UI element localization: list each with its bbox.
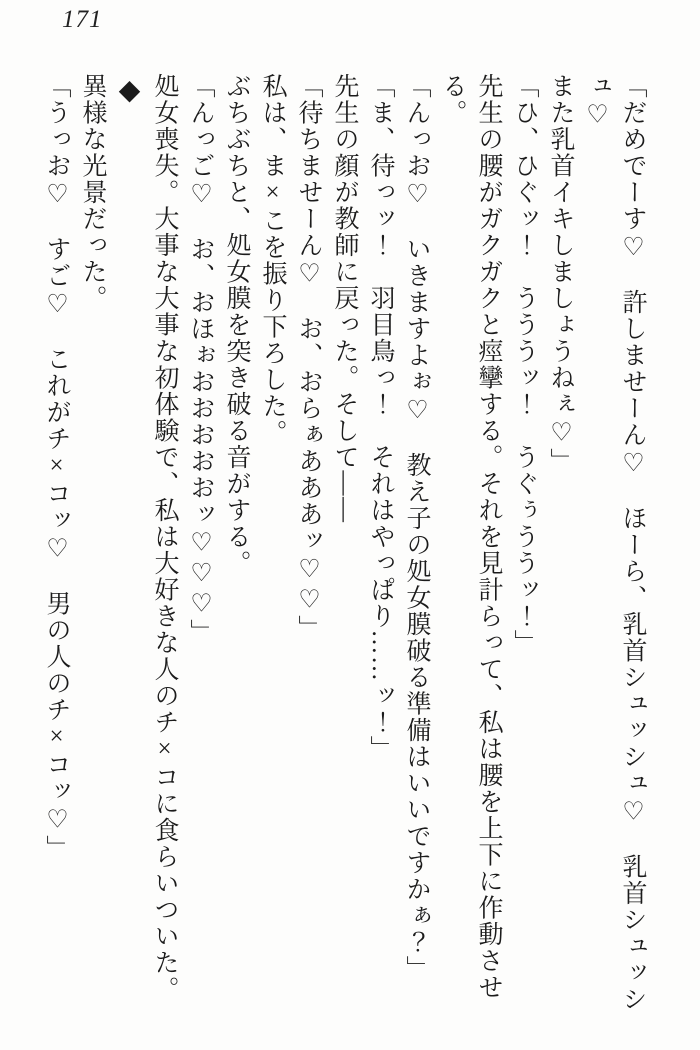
paragraph-dialogue-2: 「ひ、ひぐッ！ うううッ！ うぐぅううッ！」 (511, 73, 538, 656)
paragraph-dialogue-4: 「ま、待っッ！ 羽目鳥っ！ それはやっぱり……ッ！」 (367, 73, 394, 762)
paragraph-dialogue-7: 「うっお♡ すご♡ これがチ×コッ♡ 男の人のチ×コッ♡」 (43, 73, 70, 862)
vertical-text-block (38, 73, 650, 1036)
paragraph-dialogue-1: 「だめでーす♡ 許しませーん♡ ほーら、乳首シュッシュ♡ 乳首シュッシュ♡ (583, 73, 646, 1013)
paragraph-narrative-6: 異様な光景だった。 (79, 73, 106, 312)
paragraph-dialogue-5: 「待ちませーん♡ お、おらぁあああッ♡♡」 (295, 73, 322, 642)
paragraph-dialogue-3: 「んっお♡ いきますよぉ♡ 教え子の処女膜破る準備はいいですかぁ？」 (403, 73, 430, 982)
paragraph-narrative-1: 先生の腰がガクガクと痙攣する。それを見計らって、私は腰を上下に作動させる。 (439, 73, 502, 1001)
paragraph-narrative-3: 私は、ま×こを振り下ろした。 (259, 73, 286, 446)
paragraph-narrative-5: 処女喪失。大事な大事な初体験で、私は大好きな人のチ×コに食らいついた。 (151, 73, 178, 1003)
paragraph-dialogue-1-wrap: また乳首イキしましょうねぇ♡」 (547, 73, 574, 475)
paragraph-narrative-4: ぶちぶちと、処女膜を突き破る音がする。 (223, 73, 250, 577)
paragraph-narrative-2: 先生の顔が教師に戻った。そして―― (331, 73, 358, 524)
page-number: 171 (62, 6, 103, 33)
paragraph-dialogue-6: 「んっご♡ お、おほぉおおおおおッ♡♡♡」 (187, 73, 214, 646)
section-divider-diamond: ◆ (113, 73, 144, 106)
